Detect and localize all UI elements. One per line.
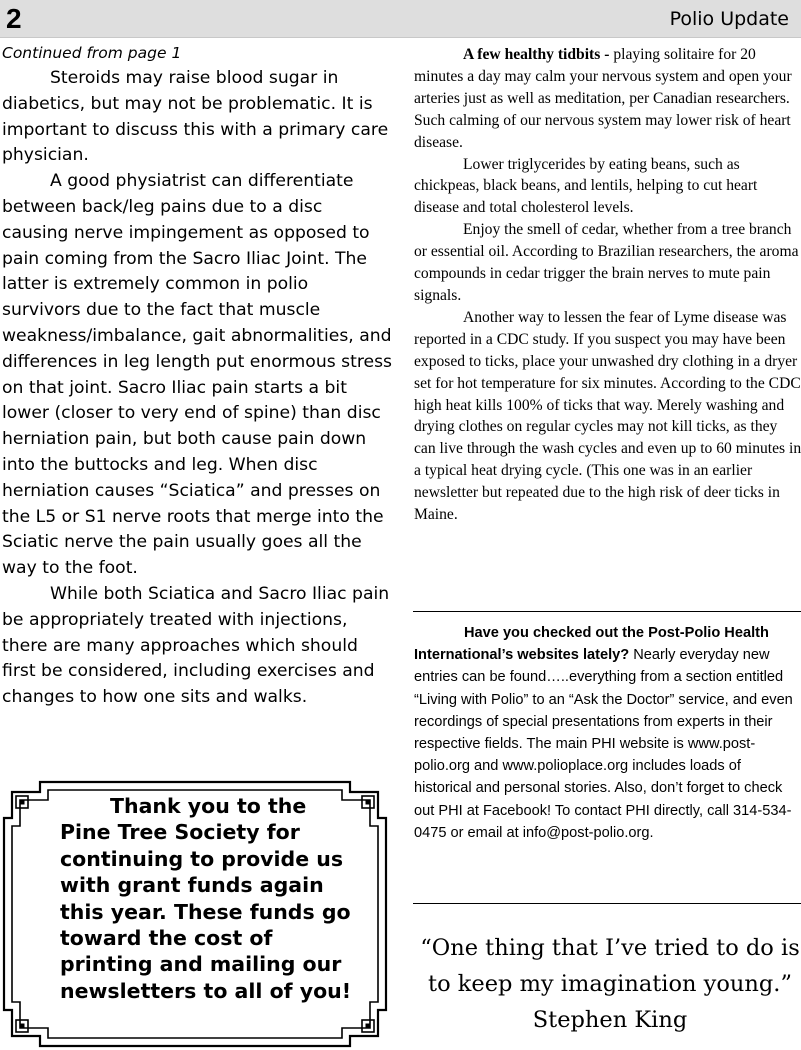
article-paragraph: While both Sciatica and Sacro Iliac pain be appropriately treated with injections, there are many approaches which should first be considered, including exercises and changes to how one sits and walks. (2, 583, 390, 708)
page-number: 2 (6, 3, 22, 34)
tidbit-paragraph (414, 44, 801, 154)
phi-paragraph (414, 622, 801, 844)
phi-body: Nearly everyday new entries can be found…..everything from a section entitled “Living with Polio” to an “Ask the Doctor” service, and even recordings of special presentations from experts in their respective fields. The main PHI website is www.post-polio.org and www.polioplace.org includes loads of historical and personal stories. Also, don’t forget to check out PHI at Facebook! To contact PHI directly, call 314-534-0475 or email at info@post-polio.org. (414, 647, 793, 841)
section-divider (413, 611, 801, 612)
pull-quote: “One thing that I’ve tried to do is to keep my imagination young.” Stephen King (420, 935, 800, 1033)
article-paragraph: Steroids may raise blood sugar in diabetics, but may not be problematic. It is important to discuss this with a primary care physician. (2, 68, 389, 166)
article-paragraph: A good physiatrist can differentiate between back/leg pains due to a disc causing nerve impingement as opposed to pain coming from the Sacro Iliac Joint. The latter is extremely common in polio survivors due to the fact that muscle weakness/imbalance, gait abnormalities, and differences in leg length put enormous stress on that joint. Sacro Iliac pain starts a bit lower (closer to very end of spine) than disc herniation pain, but both cause pain down into the buttocks and leg. When disc herniation causes “Sciatica” and presses on the L5 or S1 nerve roots that merge into the Sciatic nerve the pain usually goes all the way to the foot. (2, 171, 392, 579)
continued-note: Continued from page 1 (2, 44, 182, 62)
publication-title: Polio Update (669, 8, 789, 30)
section-divider (413, 903, 801, 904)
right-column (414, 44, 801, 526)
tidbits-heading: A few healthy tidbits - (463, 46, 610, 63)
tidbit-paragraph: Lower triglycerides by eating beans, such as chickpeas, black beans, and lentils, helping to cut heart disease and total cholesterol levels. (414, 155, 758, 217)
tidbit-paragraph: Another way to lessen the fear of Lyme disease was reported in a CDC study. If you suspect you may have been exposed to ticks, place your unwashed dry clothing in a dryer set for hot temperature for six minutes. According to the CDC high heat kills 100% of ticks that way. Merely washing and drying clothes on regular cycles may not kill ticks, as they can live through the wash cycles and even up to 60 minutes in a typical heat drying cycle. (This one was in an earlier newsletter but repeated due to the high risk of deer ticks in Maine. (414, 308, 801, 524)
thank-you-note: Thank you to the Pine Tree Society for continuing to provide us with grant funds again this year. These funds go toward the cost of printing and mailing our newsletters to all of you! (60, 794, 352, 1003)
left-column (2, 40, 392, 711)
tidbit-text: playing solitaire for 20 minutes a day may calm your nervous system and open your arteries just as well as meditation, per Canadian researchers. Such calming of our nervous system may lower risk of heart disease. (414, 46, 792, 151)
tidbit-paragraph: Enjoy the smell of cedar, whether from a tree branch or essential oil. According to Brazilian researchers, the aroma compounds in cedar trigger the brain nerves to mute pain signals. (414, 221, 799, 304)
phi-heading: Have you checked out the Post-Polio Health International’s websites lately? (414, 625, 769, 664)
page-header (0, 0, 801, 38)
